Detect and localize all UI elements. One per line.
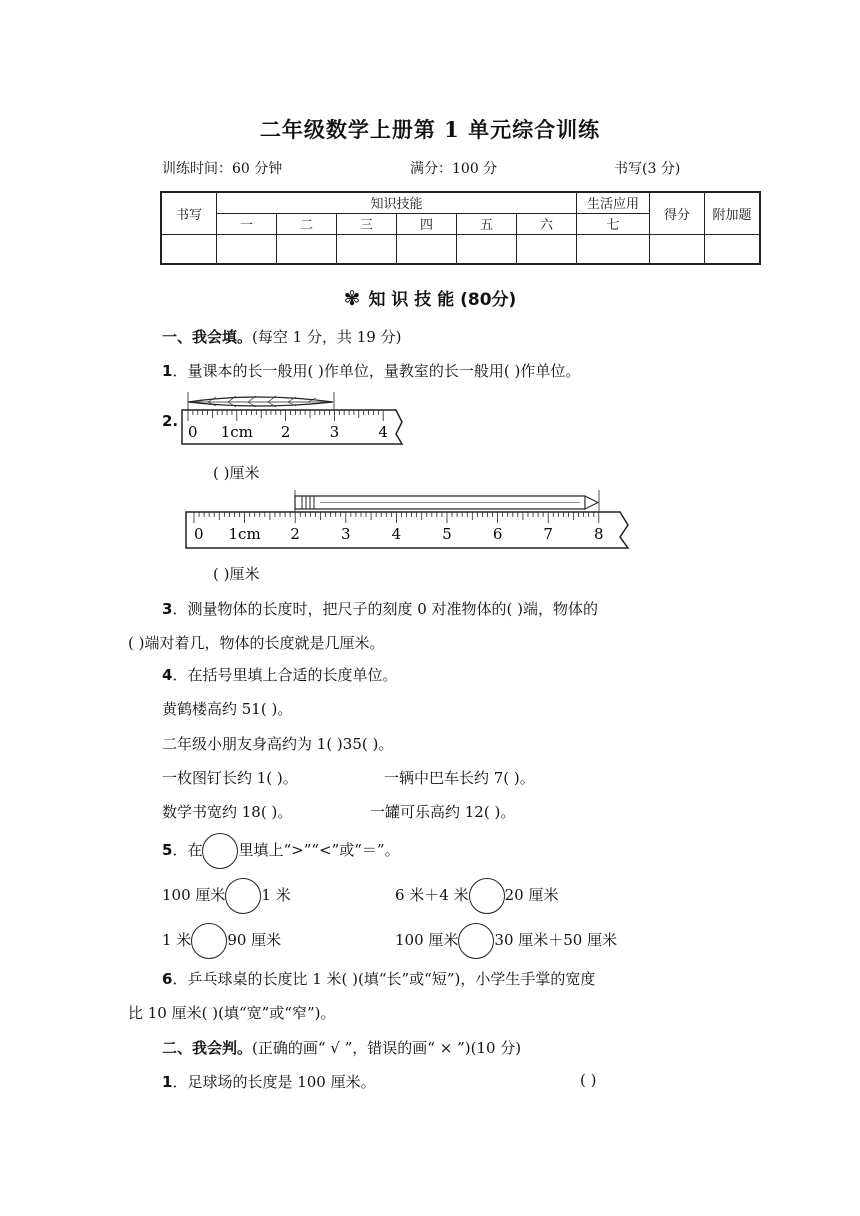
ruler-with-leaf: [178, 390, 408, 450]
leaf-icon: [188, 397, 333, 406]
ruler-label: 3: [341, 525, 351, 543]
answer-blank-1: ( )厘米: [213, 464, 260, 482]
part2-heading-note: (正确的画“ √ ”，错误的画“ × ”)(10 分): [252, 1039, 522, 1057]
score-cell: [577, 234, 650, 264]
score-header-bonus: 附加题: [705, 192, 761, 234]
compare-right: 1 米: [261, 886, 291, 904]
question-1-6: [162, 968, 595, 989]
question-text: ．测量物体的长度时，把尺子的刻度 0 对准物体的( )端，物体的: [172, 600, 598, 618]
question-1-5: [162, 839, 400, 860]
question-1-4-b: 二年级小朋友身高约为 1( )35( )。: [162, 735, 394, 753]
score-col: 三: [337, 213, 397, 234]
score-header-score: 得分: [650, 192, 705, 234]
question-number: 4: [162, 666, 173, 684]
score-cell: [650, 234, 705, 264]
part1-heading: [162, 326, 401, 347]
ruler-label: 5: [442, 525, 452, 543]
page-title: 二年级数学上册第 1 单元综合训练: [259, 117, 601, 142]
question-text: ．足球场的长度是 100 厘米。: [172, 1073, 376, 1091]
part1-heading-note: (每空 1 分，共 19 分): [252, 328, 402, 346]
score-header-knowledge: 知识技能: [217, 192, 577, 213]
compare-right: 90 厘米: [227, 931, 282, 949]
exam-time: 训练时间：60 分钟: [162, 161, 283, 177]
ruler-label: 3: [329, 423, 340, 441]
question-text: 里填上“>”“<”或“＝”。: [238, 841, 400, 859]
score-cell: [457, 234, 517, 264]
part2-heading: [162, 1037, 521, 1058]
compare-left: 6 米＋4 米: [395, 886, 469, 904]
compare-left: 100 厘米: [395, 931, 459, 949]
question-text: ．在括号里填上合适的长度单位。: [172, 666, 398, 684]
question-1-4-a: 黄鹤楼高约 51( )。: [162, 700, 293, 718]
compare-right: 20 厘米: [504, 886, 559, 904]
compare-right: 30 厘米＋50 厘米: [494, 931, 618, 949]
score-col: 五: [457, 213, 517, 234]
ruler-label: 4: [378, 423, 388, 441]
pencil-icon: [295, 496, 598, 509]
ruler-label: 1cm: [220, 423, 253, 441]
compare-circle[interactable]: [458, 923, 494, 959]
question-1-4-d2: 一罐可乐高约 12( )。: [370, 803, 516, 821]
compare-circle[interactable]: [225, 878, 261, 914]
ruler-with-pencil: [180, 488, 635, 554]
compare-circle[interactable]: [469, 878, 505, 914]
question-number: 3: [162, 600, 173, 618]
score-cell: [517, 234, 577, 264]
score-col: 六: [517, 213, 577, 234]
score-cell: [705, 234, 761, 264]
ruler-label: 2: [290, 525, 300, 543]
section-heading: [0, 285, 860, 310]
compare-circle[interactable]: [202, 833, 238, 869]
question-1-1: [162, 360, 580, 381]
question-1-4-c1: 一枚图钉长约 1( )。: [162, 769, 298, 787]
compare-left: 1 米: [162, 931, 192, 949]
full-score: 满分：100 分: [410, 161, 498, 177]
score-cell: [277, 234, 337, 264]
score-cell: [397, 234, 457, 264]
ruler-label: 6: [492, 525, 503, 543]
flower-icon: ✾: [343, 286, 361, 310]
part2-heading-text: 二、我会判。: [162, 1039, 253, 1057]
question-1-4-c2: 一辆中巴车长约 7( )。: [384, 769, 535, 787]
compare-left: 100 厘米: [162, 886, 226, 904]
writing-score: 书写(3 分): [614, 161, 681, 177]
ruler-label: 0: [188, 423, 198, 441]
score-col: 一: [217, 213, 277, 234]
score-col: 七: [577, 213, 650, 234]
question-number: 5: [162, 841, 173, 859]
question-text: ．乒乓球桌的长度比 1 米( )(填“长”或“短”)，小学生手掌的宽度: [172, 970, 596, 988]
compare-b: [395, 884, 558, 905]
question-number: 6: [162, 970, 173, 988]
score-col: 四: [397, 213, 457, 234]
question-1-4: [162, 664, 397, 685]
score-col: 二: [277, 213, 337, 234]
question-number: 1: [162, 1073, 173, 1091]
score-cell: [161, 234, 217, 264]
question-1-3: [162, 598, 598, 619]
ruler-label: 8: [594, 525, 604, 543]
answer-blank-2: ( )厘米: [213, 565, 260, 583]
ruler-label: 2: [280, 423, 291, 441]
question-number: 2.: [162, 412, 179, 430]
section-label: 知 识 技 能 (80分): [368, 290, 517, 310]
question-text: ．量课本的长一般用( )作单位，量教室的长一般用( )作单位。: [172, 362, 581, 380]
score-header-writing: 书写: [161, 192, 217, 234]
ruler-label: 4: [391, 525, 402, 543]
question-number: 1: [162, 362, 173, 380]
score-cell: [337, 234, 397, 264]
question-1-3-line2: ( )端对着几，物体的长度就是几厘米。: [128, 634, 385, 652]
score-cell: [217, 234, 277, 264]
ruler-label: 7: [543, 525, 553, 543]
judge-paren[interactable]: ( ): [580, 1071, 597, 1089]
question-1-4-d1: 数学书宽约 18( )。: [162, 803, 293, 821]
compare-d: [395, 929, 617, 950]
part1-heading-text: 一、我会填。: [162, 328, 253, 346]
compare-a: [162, 884, 291, 905]
question-text: ．在: [172, 841, 203, 859]
score-table: [160, 191, 761, 265]
compare-c: [162, 929, 281, 950]
score-header-life: 生活应用: [577, 192, 650, 213]
ruler-label: 1cm: [228, 525, 261, 543]
question-2-1: [162, 1071, 376, 1092]
compare-circle[interactable]: [191, 923, 227, 959]
ruler-label: 0: [194, 525, 204, 543]
question-1-6-line2: 比 10 厘米( )(填“宽”或“窄”)。: [128, 1004, 336, 1022]
